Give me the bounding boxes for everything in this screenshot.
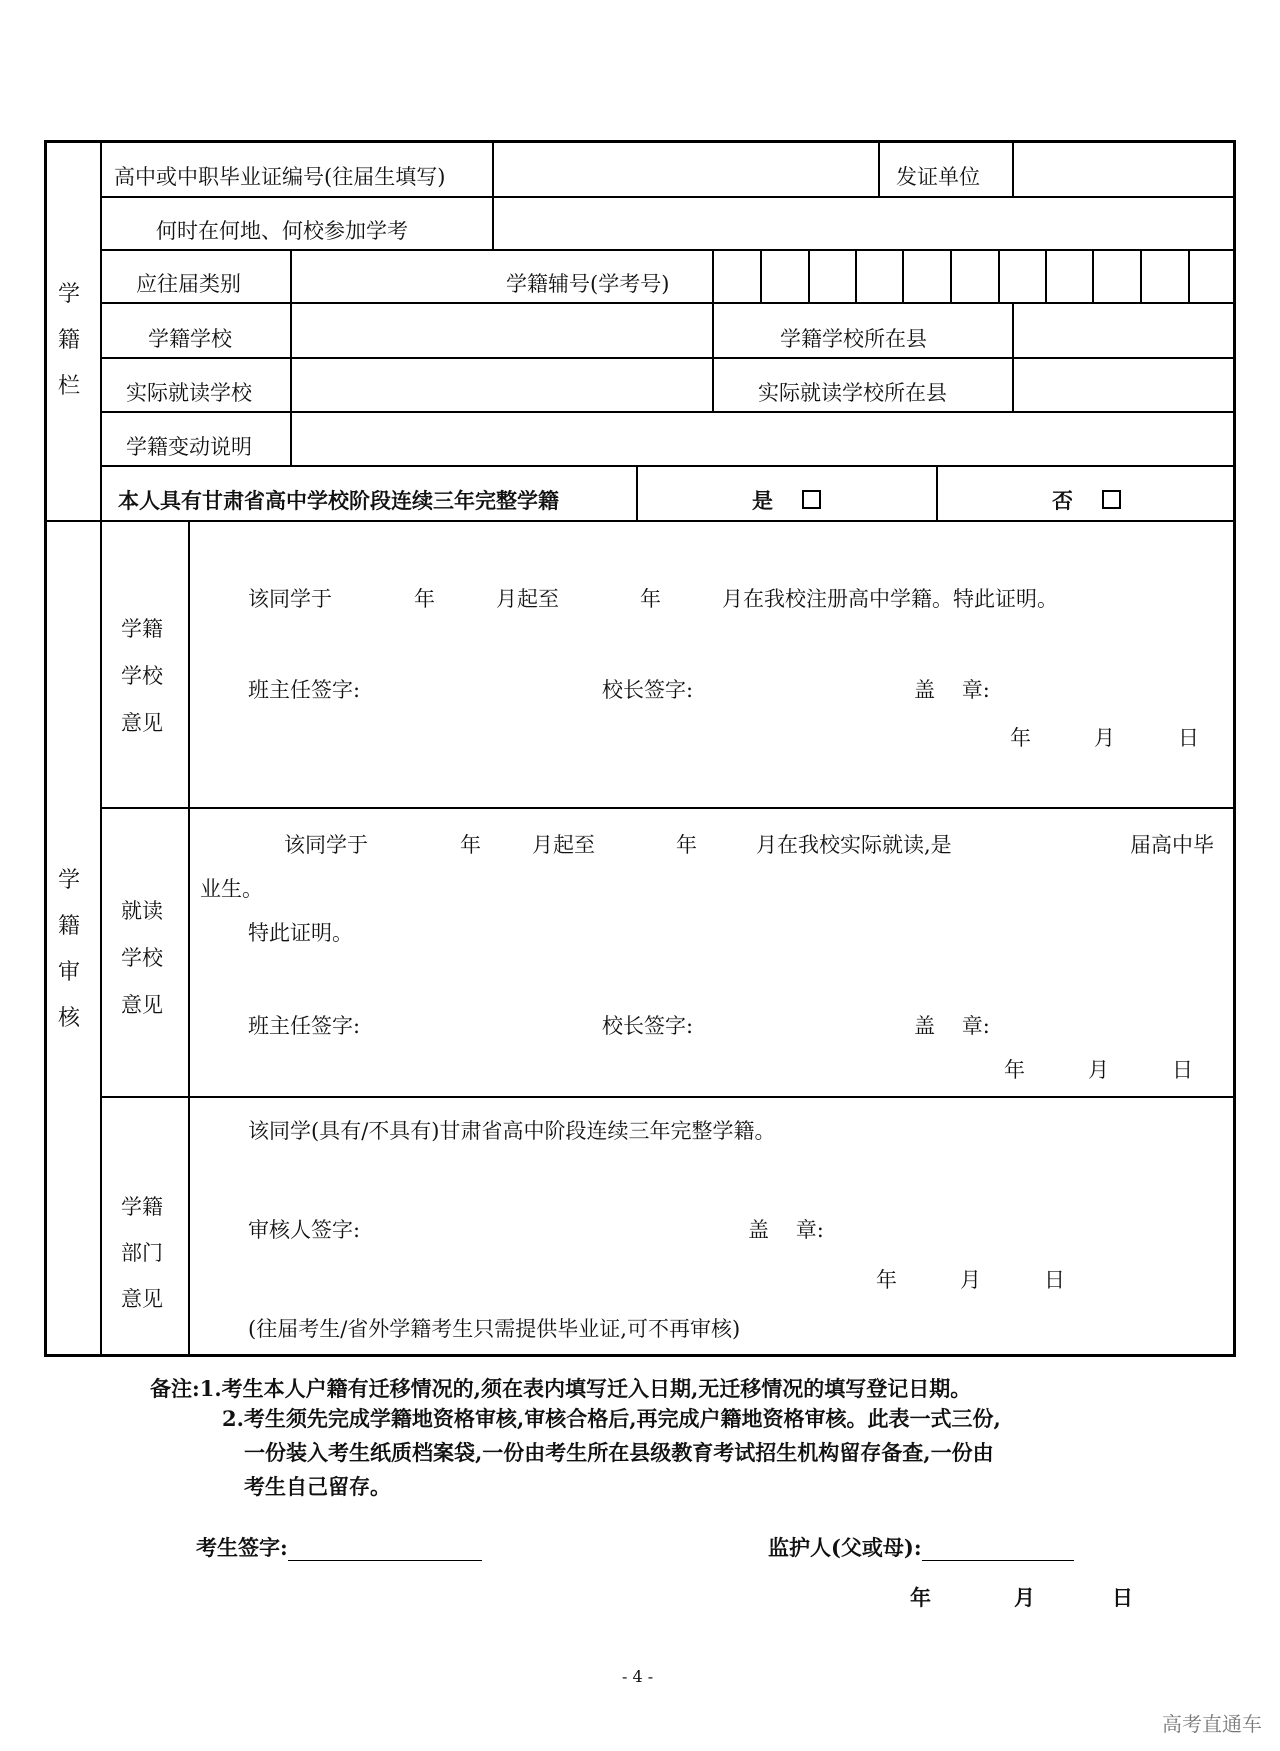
assist-number-field[interactable] (714, 251, 1233, 301)
section-divider (100, 140, 102, 1356)
category-label: 应往届类别 (136, 272, 241, 296)
dept-opinion-label: 学籍 部门 意见 (121, 1195, 163, 1311)
student-signature-label: 考生签字: (196, 1535, 288, 1560)
school-county-field[interactable] (1014, 304, 1233, 356)
watermark-text: 高考直通车 (1162, 1712, 1262, 1736)
student-signature[interactable] (196, 1535, 482, 1561)
guardian-signature-line[interactable] (922, 1538, 1074, 1561)
exam-time-place-field[interactable] (494, 198, 1233, 248)
school-stamp[interactable]: 盖 章: (914, 678, 990, 702)
cert-number-field[interactable] (494, 142, 877, 195)
actual-county-label: 实际就读学校所在县 (758, 381, 947, 405)
note-line-1: 备注:1.考生本人户籍有迁移情况的,须在表内填写迁入日期,无迁移情况的填写登记日期。 (150, 1376, 972, 1401)
study-principal-signature[interactable]: 校长签字: (602, 1014, 694, 1038)
actual-county-field[interactable] (1014, 359, 1233, 410)
change-label: 学籍变动说明 (126, 435, 252, 459)
no-option[interactable] (1052, 488, 1121, 514)
continuous-status-label: 本人具有甘肃省高中学校阶段连续三年完整学籍 (118, 488, 559, 513)
note-line-3: 一份装入考生纸质档案袋,一份由考生所在县级教育考试招生机构留存备查,一份由 (244, 1440, 994, 1465)
issuer-label: 发证单位 (896, 165, 980, 189)
school-teacher-signature[interactable]: 班主任签字: (248, 678, 361, 702)
row-line (100, 807, 1236, 809)
study-opinion-label: 就读 学校 意见 (121, 899, 163, 1017)
col-line (936, 465, 938, 520)
study-opinion-certify: 特此证明。 (248, 921, 353, 945)
page-number: - 4 - (622, 1667, 654, 1686)
study-teacher-signature[interactable]: 班主任签字: (248, 1014, 361, 1038)
section-label-xuejilan: 学 籍 栏 (58, 282, 81, 399)
cert-number-label: 高中或中职毕业证编号(往届生填写) (114, 165, 446, 189)
note-line-2: 2.考生须先完成学籍地资格审核,审核合格后,再完成户籍地资格审核。此表一式三份, (222, 1406, 1001, 1431)
guardian-signature-label: 监护人(父或母): (768, 1535, 922, 1560)
yes-option[interactable] (752, 488, 821, 514)
reviewer-signature[interactable]: 审核人签字: (248, 1218, 361, 1242)
assist-number-label: 学籍辅号(学考号) (506, 272, 670, 296)
exam-time-place-label: 何时在何地、何校参加学考 (156, 219, 408, 243)
study-opinion-continuation: 业生。 (200, 877, 263, 901)
section-label-xuejishenhe: 学 籍 审 核 (58, 868, 81, 1031)
yes-label: 是 (752, 488, 773, 513)
actual-school-field[interactable] (292, 359, 711, 410)
col-line (878, 140, 880, 196)
school-field[interactable] (292, 304, 711, 356)
school-principal-signature[interactable]: 校长签字: (602, 678, 694, 702)
dept-opinion-statement: 该同学(具有/不具有)甘肃省高中阶段连续三年完整学籍。 (248, 1119, 776, 1143)
issuer-field[interactable] (1014, 142, 1233, 195)
study-stamp[interactable]: 盖 章: (914, 1014, 990, 1038)
school-county-label: 学籍学校所在县 (780, 327, 927, 351)
no-checkbox[interactable] (1102, 490, 1121, 509)
school-label: 学籍学校 (148, 327, 232, 351)
yes-checkbox[interactable] (802, 490, 821, 509)
row-line (100, 1096, 1236, 1098)
note-line-4: 考生自己留存。 (244, 1474, 391, 1499)
student-signature-line[interactable] (288, 1538, 482, 1561)
section-separator (44, 520, 1236, 522)
row-line (100, 465, 1236, 467)
dept-opinion-note: (往届考生/省外学籍考生只需提供毕业证,可不再审核) (248, 1317, 741, 1341)
no-label: 否 (1052, 488, 1073, 513)
school-opinion-label: 学籍 学校 意见 (121, 617, 163, 735)
actual-school-label: 实际就读学校 (126, 381, 252, 405)
dept-stamp[interactable]: 盖 章: (748, 1218, 824, 1242)
col-line (636, 465, 638, 520)
change-field[interactable] (292, 413, 1233, 464)
guardian-signature[interactable] (768, 1535, 1074, 1561)
opinion-label-divider (188, 520, 190, 1356)
